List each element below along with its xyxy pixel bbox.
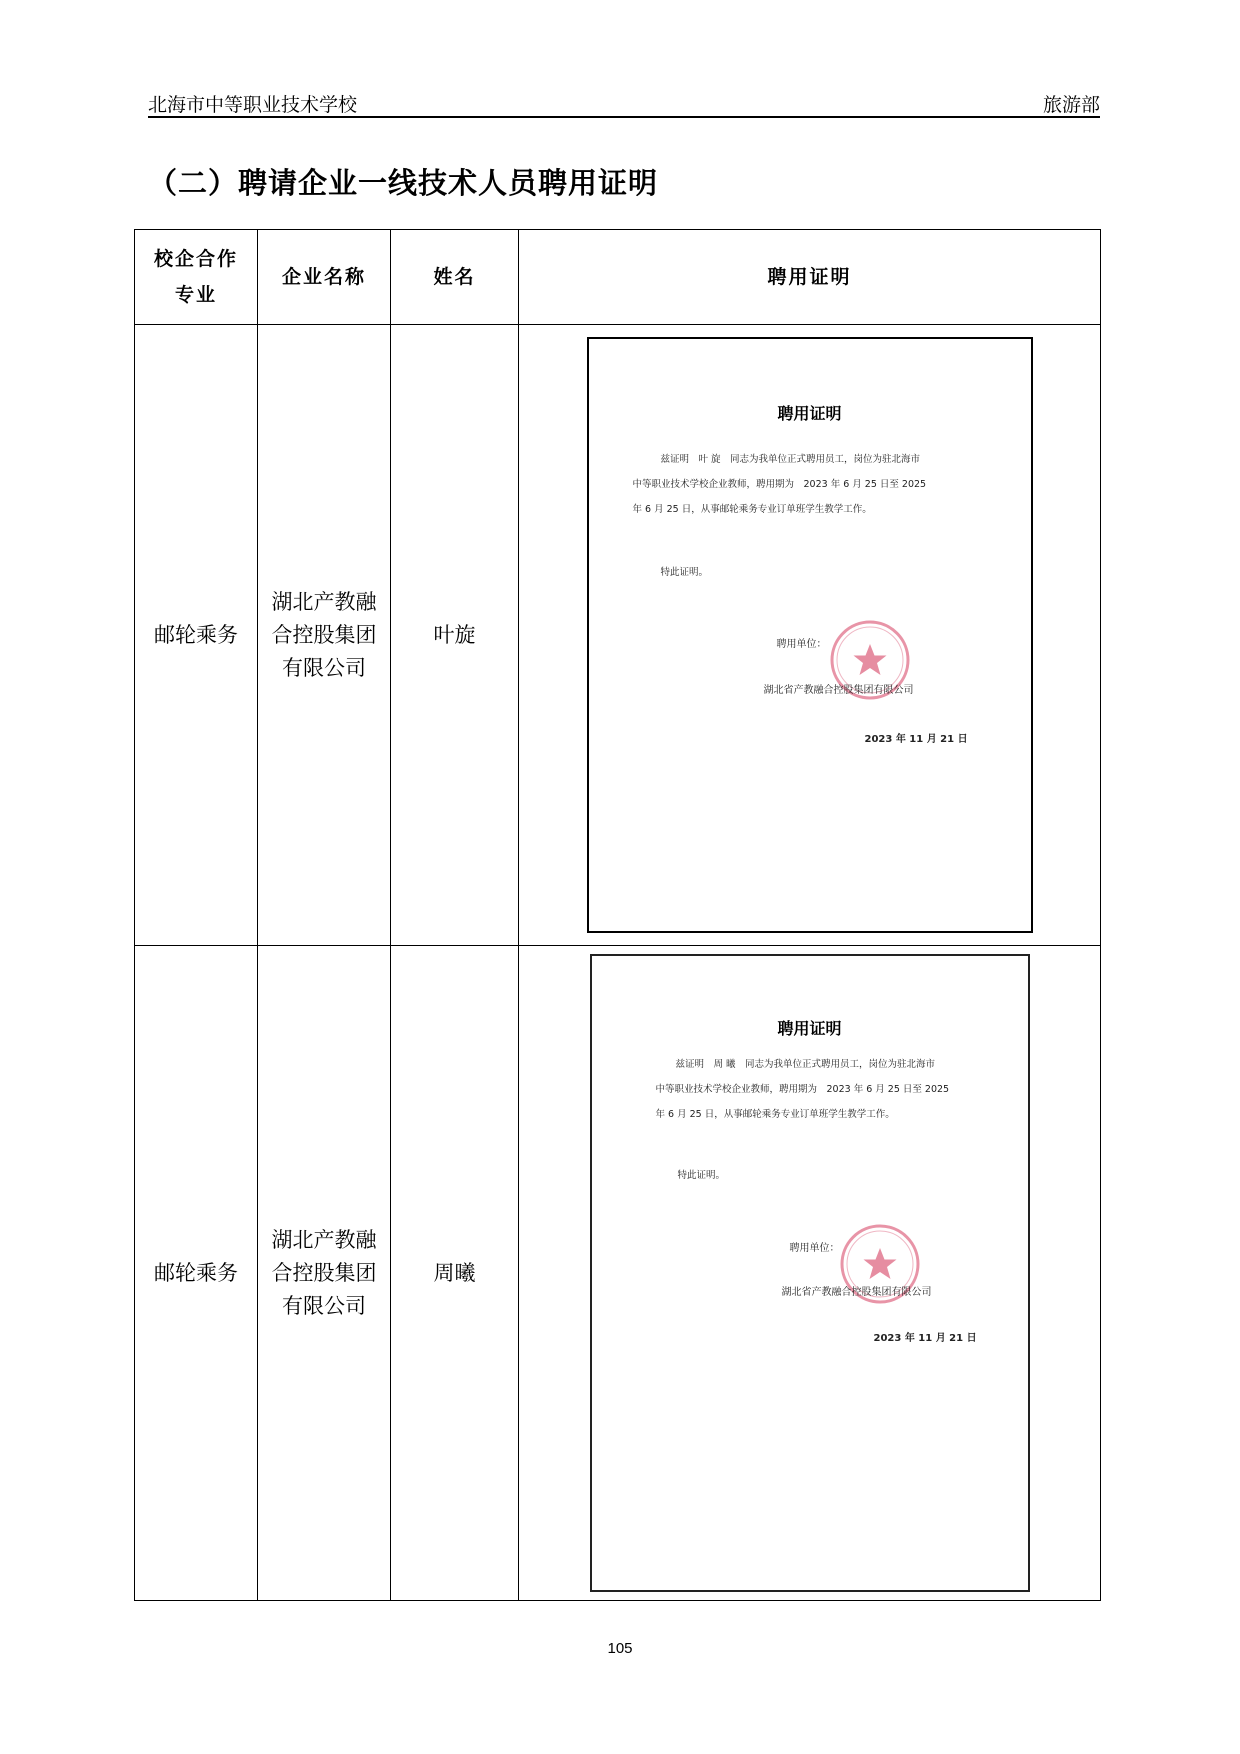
- table-row: [135, 325, 1101, 946]
- school-name: 北海市中等职业技术学校: [148, 94, 358, 116]
- column-header-major: [135, 230, 258, 325]
- company-line: 湖北产教融: [271, 1227, 377, 1252]
- certificate-body: [633, 447, 927, 522]
- cell-name: 周曦: [391, 946, 519, 1601]
- certificate-title: 聘用证明: [777, 404, 842, 423]
- company-line: 合控股集团: [271, 622, 377, 647]
- certificate-unit-label: 聘用单位：: [776, 639, 827, 650]
- cell-major: 邮轮乘务: [135, 946, 258, 1601]
- column-header-major-line-2: 专业: [174, 284, 217, 306]
- column-header-major-line-1: 校企合作: [153, 248, 238, 270]
- table-row: [135, 946, 1101, 1601]
- certificate-unit-label: 聘用单位：: [789, 1243, 840, 1254]
- certificate-image: [587, 337, 1033, 933]
- certificate-line: 中等职业技术学校企业教师，聘用期为 2023 年 6 月 25 日至 2025: [655, 1084, 950, 1095]
- employment-certificate-table: [134, 229, 1101, 1601]
- certificate-line: 年 6 月 25 日，从事邮轮乘务专业订单班学生教学工作。: [632, 504, 872, 515]
- company-line: 有限公司: [282, 655, 366, 680]
- certificate-date: 2023 年 11 月 21 日: [864, 734, 968, 745]
- page-number: 105: [607, 1640, 633, 1657]
- column-header-certificate: 聘用证明: [519, 230, 1101, 325]
- company-line: 有限公司: [282, 1293, 366, 1318]
- table-header-row: [135, 230, 1101, 325]
- company-line: 合控股集团: [271, 1260, 377, 1285]
- column-header-name: 姓名: [391, 230, 519, 325]
- certificate-body: [656, 1052, 950, 1127]
- section-title: （二）聘请企业一线技术人员聘用证明: [148, 166, 659, 200]
- certificate-image: [590, 954, 1030, 1592]
- column-header-company: 企业名称: [258, 230, 391, 325]
- certificate-company: 湖北省产教融合控股集团有限公司: [781, 1287, 932, 1298]
- company-line: 湖北产教融: [271, 589, 377, 614]
- certificate-special-note: 特此证明。: [660, 567, 709, 578]
- certificate-date: 2023 年 11 月 21 日: [873, 1333, 977, 1344]
- certificate-special-note: 特此证明。: [677, 1170, 726, 1181]
- certificate-line: 兹证明 周 曦 同志为我单位正式聘用员工，岗位为驻北海市: [675, 1059, 936, 1070]
- certificate-title: 聘用证明: [777, 1019, 842, 1038]
- cell-company: [258, 946, 391, 1601]
- cell-major: 邮轮乘务: [135, 325, 258, 946]
- certificate-line: 中等职业技术学校企业教师，聘用期为 2023 年 6 月 25 日至 2025: [632, 479, 927, 490]
- cell-name: 叶旋: [391, 325, 519, 946]
- page-header: [148, 84, 1100, 118]
- cell-certificate: [519, 946, 1101, 1601]
- department-name: 旅游部: [1042, 94, 1100, 116]
- certificate-line: 年 6 月 25 日，从事邮轮乘务专业订单班学生教学工作。: [655, 1109, 895, 1120]
- cell-certificate: [519, 325, 1101, 946]
- certificate-company: 湖北省产教融合控股集团有限公司: [763, 685, 914, 696]
- certificate-line: 兹证明 叶 旋 同志为我单位正式聘用员工，岗位为驻北海市: [660, 454, 921, 465]
- cell-company: [258, 325, 391, 946]
